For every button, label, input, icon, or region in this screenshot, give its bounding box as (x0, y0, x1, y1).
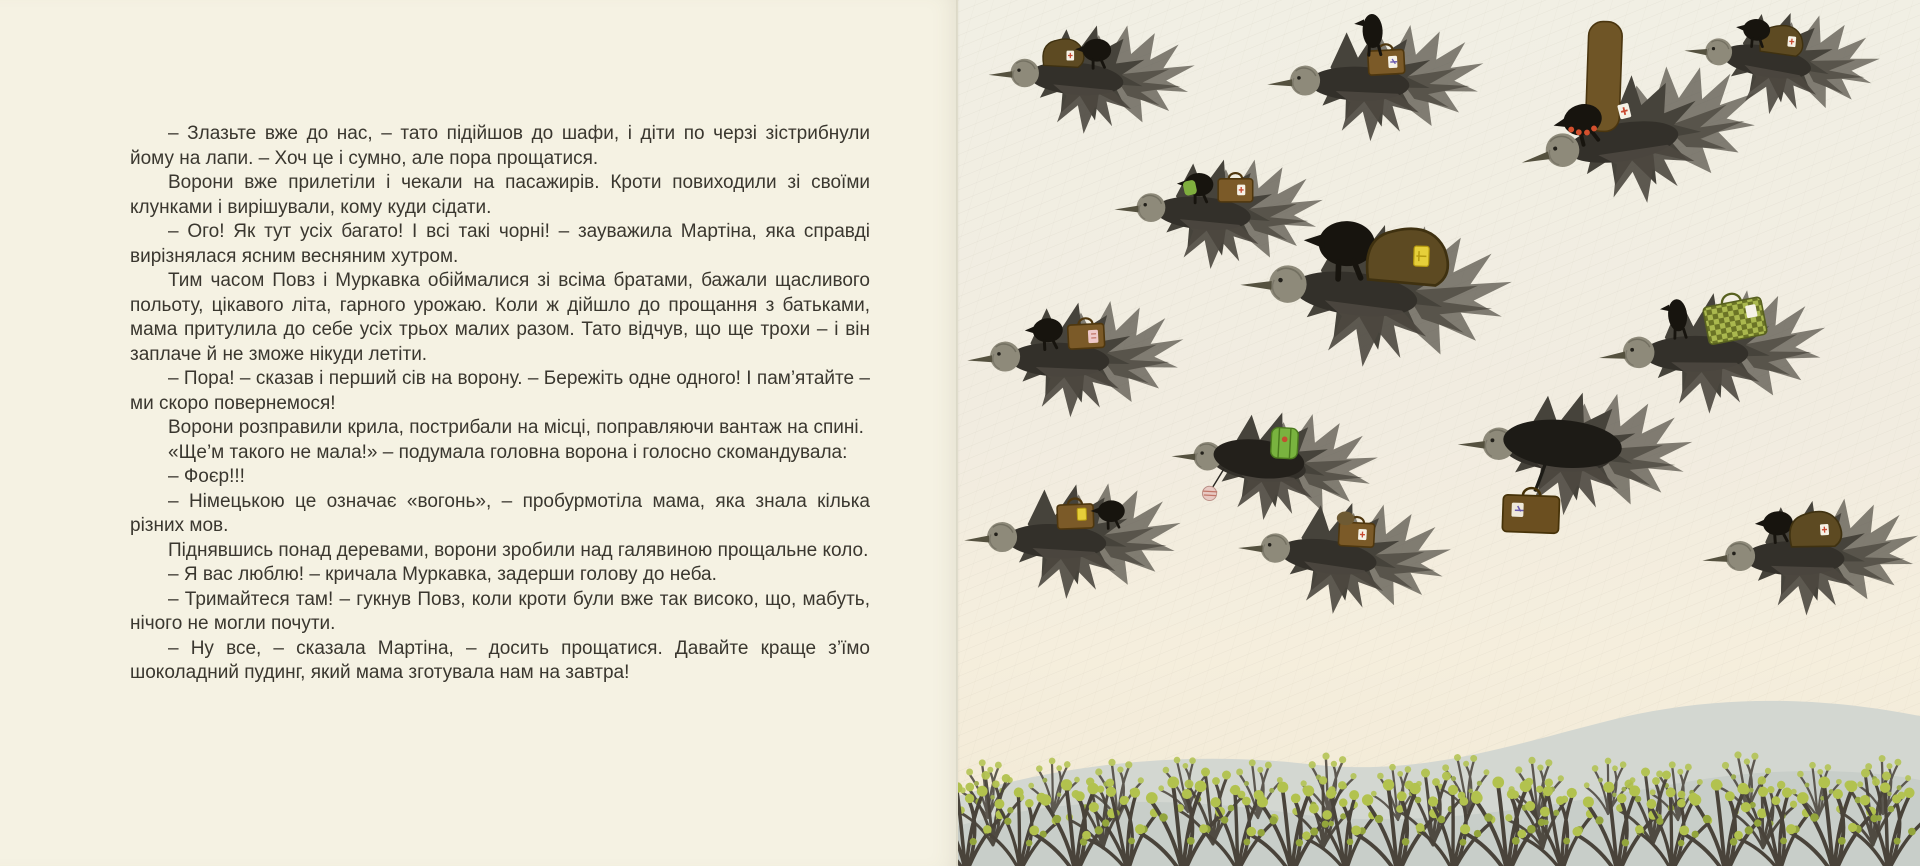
page-gutter (956, 0, 960, 866)
story-paragraph: Тим часом Повз і Муркавка обіймалися зі всіма братами, бажали щасливого польоту, цікавого літа, гарного урожаю. Коли ж дійшло до прощання з батьками, мама притулила до себе усіх трьох малих разом. Тато відчув, що ще трохи – і він заплаче й не зможе нікуди летіти. (130, 270, 870, 365)
story-paragraph: Ворони вже прилетіли і чекали на пасажирів. Кроти повиходили зі своїми клунками і вирішували, кому куди сідати. (130, 172, 870, 218)
green-backpack (1270, 427, 1298, 459)
story-paragraph: Ворони розправили крила, пострибали на місці, поправляючи вантаж на спині. (168, 417, 864, 438)
story-paragraph: «Ще’м такого не мала!» – подумала головна ворона і голосно скомандувала: (168, 441, 848, 463)
story-paragraph: – Я вас люблю! – кричала Муркавка, задерши голову до неба. (168, 564, 717, 585)
story-paragraph: – Пора! – сказав і перший сів на ворону. – Бережіть одне одного! І пам’ятайте – ми скоро повернемося! (130, 368, 870, 414)
striped-pouch (1202, 486, 1217, 501)
story-paragraph: – Фоєр!!! (168, 466, 245, 487)
yellow-label (1077, 508, 1086, 520)
left-page (0, 0, 958, 866)
story-text-block (130, 122, 870, 686)
right-page-illustration (958, 0, 1920, 866)
story-paragraph: – Німецькою це означає «вогонь», – пробурмотіла мама, яка знала кілька різних мов. (130, 490, 870, 536)
pink-label (1088, 330, 1099, 344)
story-paragraph: – Тримайтеся там! – гукнув Повз, коли кроти були вже так високо, що, мабуть, нічого не могли почути. (130, 588, 870, 634)
crows-illustration (958, 0, 1920, 866)
story-paragraph: – Злазьте вже до нас, – тато підійшов до шафи, і діти по черзі зістрибнули йому на лапи. – Хоч це і сумно, але пора прощатися. (130, 123, 870, 169)
story-paragraph: Піднявшись понад деревами, ворони зробили над галявиною прощальне коло. (168, 539, 869, 561)
story-paragraph: – Ну все, – сказала Мартіна, – досить прощатися. Давайте краще з’їмо шоколадний пудинг, який мама зготувала нам на завтра! (130, 637, 870, 683)
story-paragraph: – Ого! Як тут усіх багато! І всі такі чорні! – зауважила Мартіна, яка справді вирізнялася ясним весняним хутром. (130, 221, 870, 267)
